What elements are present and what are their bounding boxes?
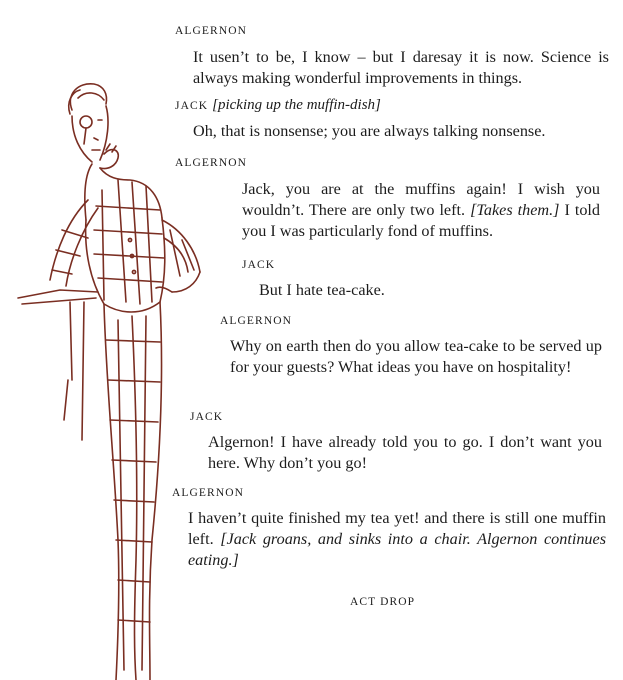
speech-text (193, 121, 609, 142)
hand-to-chin-drawing (100, 144, 118, 169)
dialogue-block-1 (175, 24, 609, 89)
speech-segment: Jack, you are at the muffins again! I wish you wouldn’t. There are only two left. (242, 180, 600, 219)
speech-segment: But I hate tea-cake. (259, 281, 385, 299)
speaker-name: JACK (175, 100, 209, 112)
speaker-name: ALGERNON (172, 487, 245, 499)
speaker-name: JACK (242, 259, 276, 271)
dialogue-block-6 (190, 410, 610, 474)
dialogue-block-4 (242, 258, 602, 301)
jacket-drawing (85, 164, 165, 312)
speech-segment: It usen’t to be, I know – but I daresay it is now. Science is always making wonderful improvements in things. (193, 48, 609, 87)
speech-segment: Why on earth then do you allow tea-cake to be served up for your guests? What ideas you have on hospitality! (230, 337, 602, 376)
speech-segment: Oh, that is nonsense; you are always talking nonsense. (193, 122, 546, 140)
speech-text (242, 179, 600, 242)
stage-direction: [picking up the muffin-dish] (212, 97, 381, 113)
speech-text (188, 508, 606, 571)
speaker-name: ALGERNON (220, 315, 293, 327)
stage-direction: [Jack groans, and sinks into a chair. Algernon continues eating.] (188, 530, 606, 569)
speech-segment: I told you I was particularly fond of muffins. (242, 201, 601, 240)
pedestal-drawing (18, 290, 98, 440)
speech-text (259, 280, 602, 301)
speech-text (193, 47, 609, 89)
dialogue-block-2 (175, 98, 609, 142)
speech-text (208, 432, 602, 474)
stage-direction: [Takes them.] (470, 201, 560, 219)
head-drawing (69, 84, 108, 162)
speech-segment: Algernon! I have already told you to go. I don’t want you here. Why don’t you go! (208, 433, 602, 472)
dialogue-block-3 (175, 156, 609, 242)
speaker-name: JACK (190, 411, 224, 423)
speaker-line (175, 98, 609, 113)
trousers-drawing (104, 302, 162, 680)
speaker-name: ALGERNON (175, 157, 248, 169)
dialogue-block-5 (220, 314, 610, 378)
dialogue-block-7 (172, 486, 612, 571)
act-drop-label: ACT DROP (350, 596, 416, 608)
speech-segment: I haven’t quite finished my tea yet! and there is still one muffin left. (188, 509, 606, 548)
speech-text (230, 336, 602, 378)
speaker-name: ALGERNON (175, 25, 248, 37)
